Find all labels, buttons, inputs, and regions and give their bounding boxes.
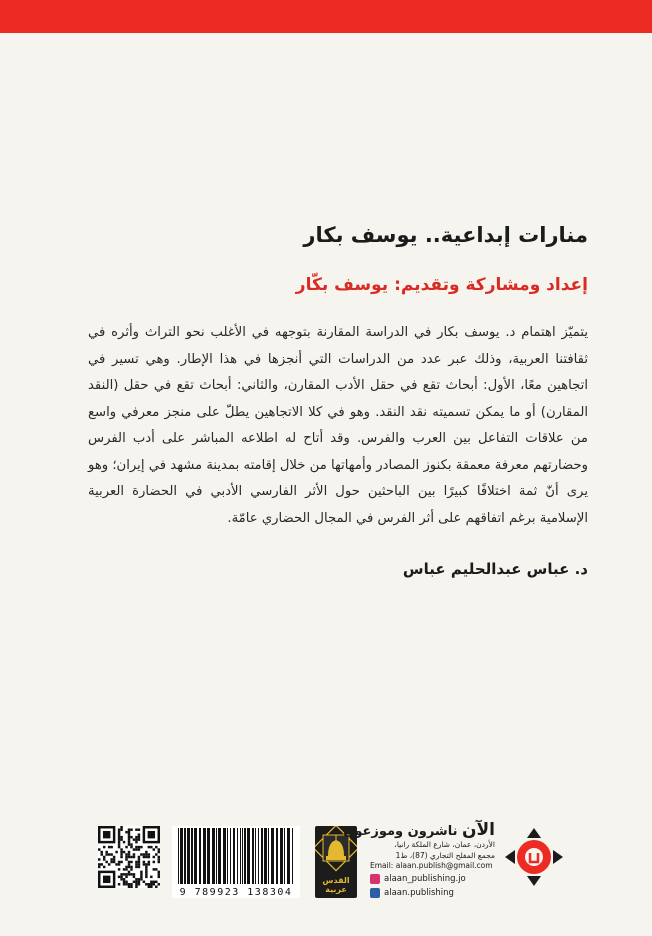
barcode-number: 9 789923 138304 xyxy=(179,887,293,898)
publisher-logo-icon xyxy=(503,826,565,888)
instagram-icon xyxy=(370,874,380,884)
book-title: منارات إبداعية.. يوسف بكار xyxy=(303,223,588,247)
qr-code xyxy=(98,826,160,888)
barcode xyxy=(172,826,300,898)
publisher-name-rest: ناشرون وموزعون xyxy=(343,824,458,839)
facebook-handle: alaan.publishing xyxy=(384,887,454,898)
publisher-address-1: الأردن، عمان، شارع الملكة رانيا، xyxy=(394,840,495,849)
publisher-name-bold: الآن xyxy=(462,820,495,840)
instagram-handle: alaan_publishing.jo xyxy=(384,873,466,884)
publisher-info xyxy=(343,820,495,900)
instagram-row xyxy=(370,873,495,886)
signature: د. عباس عبدالحليم عباس xyxy=(402,560,588,578)
book-subtitle: إعداد ومشاركة وتقديم: يوسف بكّار xyxy=(295,275,588,295)
facebook-row xyxy=(370,887,495,900)
facebook-icon xyxy=(370,888,380,898)
top-color-band xyxy=(0,0,652,33)
publisher-name xyxy=(343,820,495,840)
publisher-address-2: مجمع المفلح التجاري (87)، ط1 xyxy=(395,850,495,860)
publisher-email: Email: alaan.publish@gmail.com xyxy=(370,861,493,870)
badge-text: القدس عربية xyxy=(322,876,350,894)
book-description: يتميّز اهتمام د. يوسف بكار في الدراسة المقارنة بتوجهه في الأغلب نحو التراث وأثره في ثقافتنا العربية، وذلك عبر عدد من الدراسات التي أنجزها في هذا الإطار. وهي تسير في اتجاهين معًا، الأول: أبحاث تقع في حقل الأدب المقارن، والثاني: أبحاث تقع في حقل (النقد المقارن) أو ما يمكن تسميته نقد النقد. وهو في كلا الاتجاهين يطلّ على منجز معرفي واسع من علاقات التفاعل بين العرب والفرس. وقد أتاح له اطلاعه المباشر على أدب الفرس وحضارتهم معرفة معمقة بكنوز المصادر وأمهاتها من خلال إقامته بمدينة مشهد في إيران؛ وهو يرى أنّ ثمة اختلافًا كبيرًا بين الباحثين حول الأثر الفارسي الأدبي في الحضارة العربية الإسلامية برغم اتفاقهم على أثر الفرس في المجال الحضاري عامّة. xyxy=(88,325,588,526)
back-cover-text xyxy=(88,220,588,578)
